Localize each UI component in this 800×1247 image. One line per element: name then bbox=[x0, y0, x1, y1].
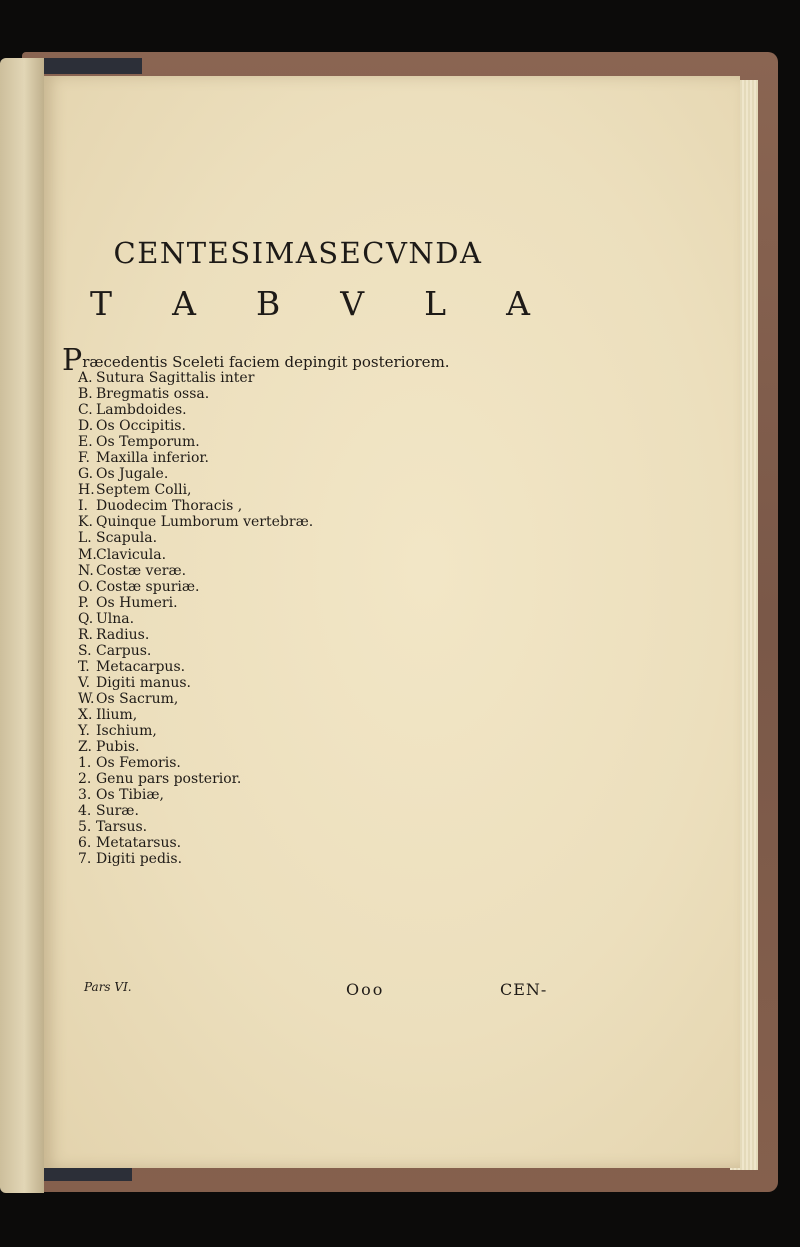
legend-text: Maxilla inferior. bbox=[96, 450, 209, 467]
legend-item bbox=[78, 579, 313, 595]
legend-item bbox=[78, 563, 313, 579]
legend-label: C. bbox=[78, 402, 93, 419]
legend-label: Y. bbox=[78, 723, 90, 740]
legend-text: Ilium, bbox=[96, 706, 138, 723]
legend-text: Carpus. bbox=[96, 642, 152, 659]
legend-label: 2. bbox=[78, 771, 92, 788]
legend-text: Sutura Sagittalis inter bbox=[96, 370, 255, 386]
legend-text: Radius. bbox=[96, 626, 150, 643]
legend-text: Suræ. bbox=[96, 803, 139, 820]
legend-label: D. bbox=[78, 418, 94, 435]
legend-text: Duodecim Thoracis , bbox=[96, 498, 243, 515]
legend-text: Septem Colli, bbox=[96, 482, 192, 499]
legend-item bbox=[78, 547, 313, 563]
legend-item bbox=[78, 803, 313, 819]
legend-text: Os Jugale. bbox=[96, 466, 169, 483]
legend-item bbox=[78, 755, 313, 771]
legend-label: 3. bbox=[78, 787, 92, 804]
legend-item bbox=[78, 482, 313, 498]
legend-label: R. bbox=[78, 626, 93, 643]
legend-text: Pubis. bbox=[96, 739, 140, 756]
legend-label: 5. bbox=[78, 819, 92, 836]
legend-text: Genu pars posterior. bbox=[96, 771, 242, 788]
legend-label: 4. bbox=[78, 803, 92, 820]
legend-item bbox=[78, 771, 313, 787]
legend-label: H. bbox=[78, 482, 95, 499]
legend-label: L. bbox=[78, 530, 92, 547]
legend-item bbox=[78, 643, 313, 659]
plate-title: CENTESIMASECVNDA bbox=[113, 236, 483, 270]
legend-label: G. bbox=[78, 466, 94, 483]
legend-text: Costæ veræ. bbox=[96, 562, 187, 579]
legend-text: Tarsus. bbox=[96, 819, 148, 836]
legend-text: Os Tibiæ, bbox=[96, 787, 164, 804]
legend-item bbox=[78, 675, 313, 691]
legend-label: Q. bbox=[78, 610, 94, 627]
legend-label: X. bbox=[78, 706, 93, 723]
legend-item bbox=[78, 418, 313, 434]
legend-item bbox=[78, 691, 313, 707]
legend-item bbox=[78, 835, 313, 851]
legend-item bbox=[78, 498, 313, 514]
catchword: CEN- bbox=[500, 980, 548, 999]
subtitle-letter: B bbox=[255, 284, 281, 323]
legend-text: Bregmatis ossa. bbox=[96, 386, 210, 403]
legend-item bbox=[78, 787, 313, 803]
legend-text: Ulna. bbox=[96, 610, 135, 627]
legend-text: Ischium, bbox=[96, 723, 157, 740]
legend-text: Os Humeri. bbox=[96, 594, 178, 611]
subtitle-letter: V bbox=[340, 284, 365, 323]
legend-item bbox=[78, 450, 313, 466]
legend-item bbox=[78, 434, 313, 450]
legend-item bbox=[78, 659, 313, 675]
legend-label: F. bbox=[78, 450, 90, 467]
legend-text: Metatarsus. bbox=[96, 835, 182, 852]
legend-label: E. bbox=[78, 434, 93, 451]
plate-subtitle bbox=[90, 284, 530, 323]
signature-mark: Ooo bbox=[346, 980, 385, 999]
legend-text: Os Femoris. bbox=[96, 755, 181, 772]
legend-label: S. bbox=[78, 642, 92, 659]
legend-label: B. bbox=[78, 386, 93, 403]
legend-text: Os Sacrum, bbox=[96, 690, 179, 707]
legend-label: A. bbox=[78, 370, 93, 386]
legend-label: M. bbox=[78, 546, 97, 563]
legend-item bbox=[78, 466, 313, 482]
legend-item bbox=[78, 514, 313, 530]
part-number: Pars VI. bbox=[84, 980, 132, 994]
legend-item bbox=[78, 851, 313, 867]
drop-cap: P bbox=[62, 343, 83, 378]
legend-label: 1. bbox=[78, 755, 92, 772]
legend-item bbox=[78, 723, 313, 739]
legend-text: Clavicula. bbox=[96, 546, 167, 563]
legend-label: O. bbox=[78, 578, 94, 595]
legend-text: Os Temporum. bbox=[96, 434, 200, 451]
legend-text: Digiti pedis. bbox=[96, 851, 183, 868]
legend-text: Scapula. bbox=[96, 530, 158, 547]
legend-item bbox=[78, 739, 313, 755]
legend-item bbox=[78, 595, 313, 611]
legend-item bbox=[78, 707, 313, 723]
legend-item bbox=[78, 370, 313, 386]
legend-label: I. bbox=[78, 498, 88, 515]
legend-label: T. bbox=[78, 658, 90, 675]
legend-text: Os Occipitis. bbox=[96, 418, 186, 435]
legend-text: Metacarpus. bbox=[96, 658, 186, 675]
legend-label: K. bbox=[78, 514, 93, 531]
intro-text: ræcedentis Sceleti faciem depingit posteriorem. bbox=[82, 353, 450, 371]
legend-list bbox=[78, 370, 313, 867]
legend-label: Z. bbox=[78, 739, 92, 756]
subtitle-letter: A bbox=[172, 284, 196, 323]
legend-item bbox=[78, 627, 313, 643]
legend-text: Quinque Lumborum vertebræ. bbox=[96, 514, 314, 531]
legend-text: Digiti manus. bbox=[96, 674, 191, 691]
legend-label: W. bbox=[78, 690, 95, 707]
legend-text: Lambdoides. bbox=[96, 402, 187, 419]
legend-label: N. bbox=[78, 562, 94, 579]
legend-label: P. bbox=[78, 594, 90, 611]
legend-item bbox=[78, 611, 313, 627]
legend-item bbox=[78, 386, 313, 402]
legend-label: 7. bbox=[78, 851, 92, 868]
subtitle-letter: T bbox=[90, 284, 113, 323]
subtitle-letter: L bbox=[424, 284, 447, 323]
legend-label: V. bbox=[78, 674, 91, 691]
legend-item bbox=[78, 819, 313, 835]
legend-item bbox=[78, 530, 313, 546]
legend-item bbox=[78, 402, 313, 418]
legend-label: 6. bbox=[78, 835, 92, 852]
left-page-edge bbox=[0, 58, 44, 1193]
subtitle-letter: A bbox=[506, 284, 530, 323]
legend-text: Costæ spuriæ. bbox=[96, 578, 200, 595]
